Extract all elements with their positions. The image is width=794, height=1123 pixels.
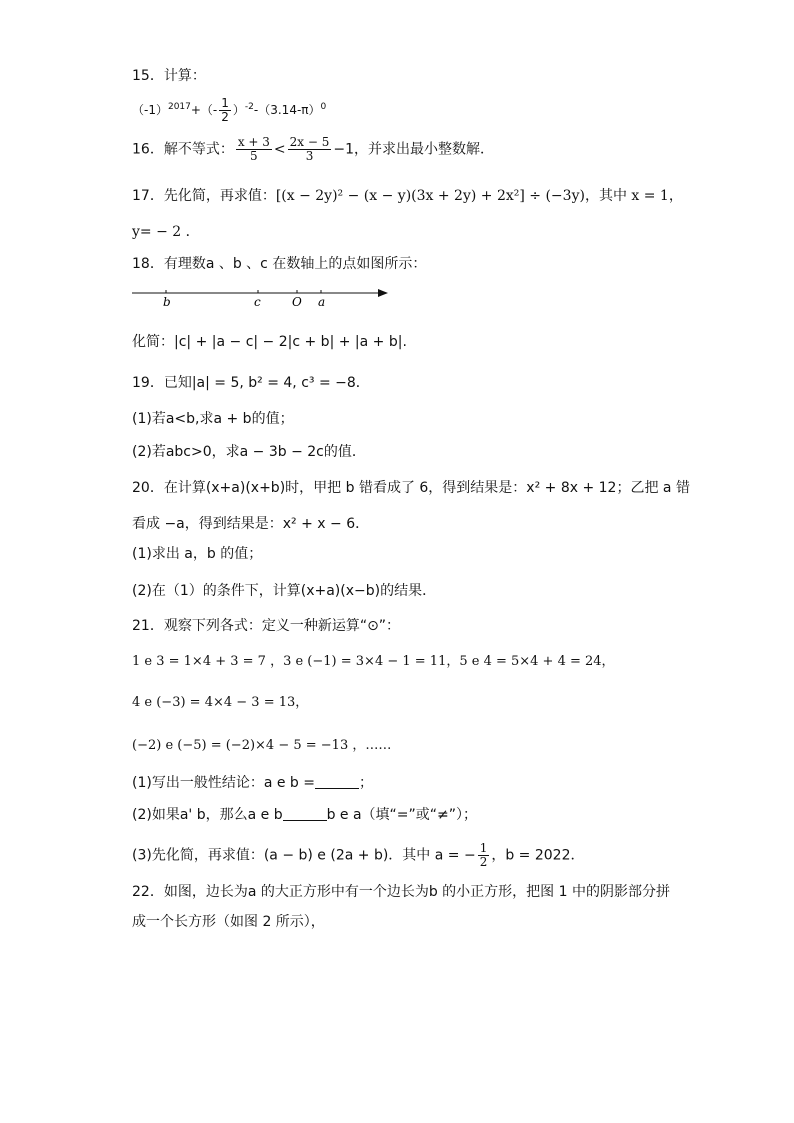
q15-fraction [219,97,231,124]
q15-rest: -（3.14-π） [253,103,321,117]
q16-label: 16．解不等式： [132,141,234,158]
q15-exp3: 0 [320,102,327,112]
axis-label-o: O [292,295,302,309]
q16-line [132,136,494,163]
q20-line1: 20．在计算(x+a)(x+b)时，甲把 b 错看成了 6，得到结果是：x² + 8x + 12；乙把 a 错 [132,480,690,496]
q15-den: 2 [221,110,229,124]
q21-part3-num: 1 [479,841,488,855]
q17-line2: y= − 2 ． [132,224,200,240]
q21-part3-den: 2 [479,855,488,869]
q16-lt: < [273,141,286,158]
q16-tail: −1，并求出最小整数解． [333,141,495,158]
q15-expression [132,97,326,124]
q21-example2: 4 e (−3) = 4×4 − 3 = 13， [132,695,309,710]
answer-blank-1[interactable] [315,774,359,789]
q20-line2: 看成 −a，得到结果是：x² + x − 6． [132,516,370,532]
q21-part3 [132,842,584,869]
q16-num1: x + 3 [237,135,270,149]
q21-part3-end: ，b = 2022． [491,847,585,864]
number-line-arrow [378,289,388,297]
q17-line1 [132,187,683,205]
q22-line2: 成一个长方形（如图 2 所示）， [132,914,325,930]
q15-close: ） [232,103,245,117]
q21-part1-end: ； [359,775,373,791]
q21-example1: 1 e 3 = 1×4 + 3 = 7 ，3 e (−1) = 3×4 − 1 = 11，5 e 4 = 5×4 + 4 = 24， [132,654,615,669]
q16-den2: 3 [305,149,314,163]
q21-part1 [132,774,373,792]
q15-label: 15．计算： [132,68,206,84]
q15-exp1: 2017 [167,102,191,112]
q20-part1: (1)求出 a，b 的值； [132,546,263,562]
q21-label: 21．观察下列各式：定义一种新运算“⊙”： [132,618,401,634]
q21-part1-text: (1)写出一般性结论：a e b = [132,775,315,791]
q17-label: 17．先化简，再求值： [132,188,276,204]
q19-part1: (1)若a<b,求a + b的值； [132,411,294,427]
q16-den1: 5 [250,149,258,163]
q20-part2: (2)在（1）的条件下，计算(x+a)(x−b)的结果． [132,583,437,599]
axis-label-c: c [254,295,261,309]
answer-blank-2[interactable] [283,806,327,821]
q16-frac2 [288,136,332,163]
q17-expr: [(x − 2y)² − (x − y)(3x + 2y) + 2x²] ÷ (−3y)，其中 x = 1， [275,188,683,204]
q16-num2: 2x − 5 [289,135,330,149]
q21-part2-text: (2)如果a' b，那么a e b [132,807,283,823]
q19-label: 19．已知|a| = 5, b² = 4, c³ = −8． [132,375,370,391]
q19-part2: (2)若abc>0，求a − 3b − 2c的值． [132,444,366,460]
q21-part3-text: (3)先化简，再求值：(a − b) e (2a + b)．其中 a = − [132,847,476,864]
axis-label-a: a [318,295,326,309]
q15-plus: +（- [190,103,218,117]
number-line [132,284,394,310]
q21-part3-fraction [478,842,490,869]
q15-num: 1 [221,96,229,110]
q21-part2 [132,806,477,824]
q21-example3: (−2) e (−5) = (−2)×4 − 5 = −13 ，…… [132,738,392,753]
q18-simplify: 化简：|c| + |a − c| − 2|c + b| + |a + b|. [132,334,407,350]
q22-line1: 22．如图，边长为a 的大正方形中有一个边长为b 的小正方形，把图 1 中的阴影部分拼 [132,884,670,900]
axis-label-b: b [163,295,171,309]
q18-label: 18．有理数a 、b 、c 在数轴上的点如图所示： [132,256,427,272]
q21-part2-end: b e a（填“=”或“≠”）； [326,807,478,823]
q15-exp2: -2 [244,102,254,112]
q15-base1: （-1） [132,103,168,117]
q16-frac1 [236,136,272,163]
